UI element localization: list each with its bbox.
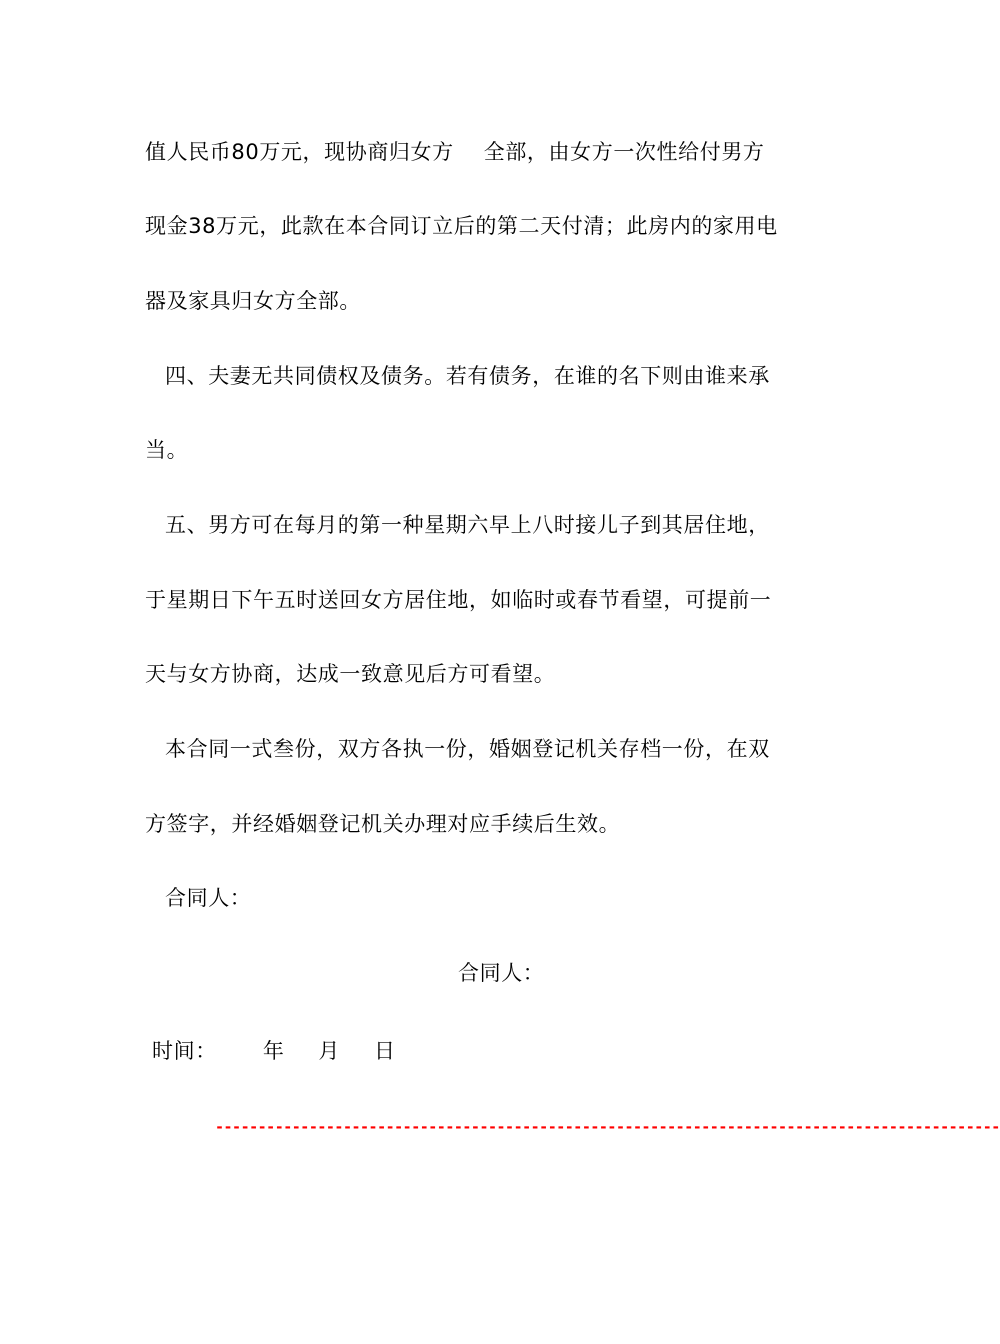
- amount-number: 80: [231, 140, 260, 164]
- text-segment: 于星期日下午五时送回女方居住地，如临时或春节看望，可提前一: [145, 588, 772, 612]
- day-label: 日: [374, 1039, 396, 1063]
- text-segment: 及: [359, 364, 382, 388]
- paragraph-line: [165, 511, 770, 539]
- text-segment: 值人民币: [145, 140, 232, 164]
- text-segment: 万元，现协商归女方: [259, 140, 454, 164]
- paragraph-line: [145, 138, 765, 166]
- paragraph-line: [145, 212, 778, 240]
- paragraph-line: [145, 586, 771, 614]
- text-segment: 四、夫妻无共同: [165, 364, 317, 388]
- text-segment: 当。: [145, 438, 189, 462]
- year-label: 年: [262, 1039, 285, 1063]
- paragraph-line: [165, 735, 770, 763]
- amount-number: 38: [188, 214, 217, 238]
- text-segment: 天与女方协商，达成一致意见后方可看望。: [145, 662, 556, 686]
- paragraph-line: [145, 810, 620, 838]
- keyword-credit: 债权: [316, 364, 360, 388]
- keyword-debt: 债务: [381, 364, 425, 388]
- text-segment: 器及家具归女方全部。: [145, 289, 361, 313]
- paragraph-line: [165, 362, 770, 390]
- red-dashed-separator: --------------------------------------------------------------------------------------------: [215, 1118, 1000, 1136]
- text-segment: 方签字，并经婚姻登记机关办理对应手续后生效。: [145, 812, 621, 836]
- time-label: 时间：: [152, 1039, 217, 1063]
- paragraph-line: [145, 287, 361, 315]
- party-signature-label: 合同人：: [458, 961, 545, 985]
- text-segment: 全部，由女方一次性给付男方: [483, 140, 765, 164]
- paragraph-line: [145, 660, 555, 688]
- paragraph-line: [145, 436, 188, 464]
- text-segment: 五、男方可在每月的第一种星期六早上八时接儿子到其居住地，: [165, 513, 770, 537]
- text-segment: 现金: [145, 214, 189, 238]
- text-segment: 万元，此款在本合同订立后的第二天付清；此房内的家用电: [216, 214, 778, 238]
- month-label: 月: [318, 1039, 341, 1063]
- date-line: [152, 1037, 396, 1065]
- text-segment: 本合同一式叁份，双方各执一份，婚姻登记机关存档一份，在双: [165, 737, 770, 761]
- party-signature-label: 合同人：: [165, 886, 252, 910]
- text-segment: 。若有债务，在谁的名下则由谁来承: [424, 364, 770, 388]
